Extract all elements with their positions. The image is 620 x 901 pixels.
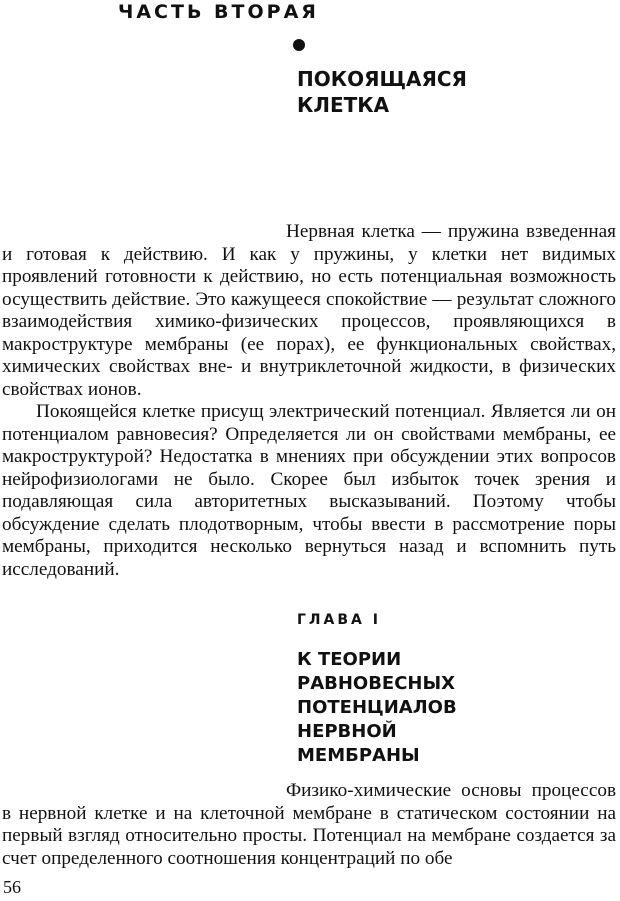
chapter-label: ГЛАВА I [297,612,381,628]
part-title [297,66,467,118]
chapter-title-line: МЕМБРАНЫ [297,745,420,766]
part-title-line: КЛЕТКА [297,93,390,117]
chapter-paragraph: Физико-химические основы процессов в нервной клетке и на клеточной мембране в статическом состоянии на первый взгляд относительно просты. Потенциал на мембране создается за счет определенного соотношения концентраций по обе [2,780,616,869]
chapter-title-line: НЕРВНОЙ [297,721,397,742]
bullet-dot-icon [293,39,305,51]
part-label: ЧАСТЬ ВТОРАЯ [118,1,319,23]
part-title-line: ПОКОЯЩАЯСЯ [297,67,467,91]
intro-paragraph: Нервная клетка — пружина взведенная и готовая к действию. И как у пружины, у клетки нет видимых проявлений готовности к действию, но есть потенциальная возможность осуществить действие. Это кажущееся спокойствие — результат сложного взаимодействия химико-физических процессов, проявляющихся в макроструктуре мембраны (ее порах), ее функциональных свойствах, химических свойствах вне- и внутриклеточной жидкости, в физических свойствах ионов. [2,221,616,400]
chapter-title [297,648,457,768]
intro-paragraph: Покоящейся клетке присущ электрический потенциал. Является ли он потенциалом равновесия? Определяется ли он свойствами мембраны, ее макроструктурой? Недостатка в мнениях при обсуждении этих вопросов нейрофизиологами не было. Скорее был избыток точек зрения и подавляющая сила авторитетных высказываний. Поэтому чтобы обсуждение сделать плодотворным, чтобы ввести в рассмотрение поры мембраны, приходится несколько вернуться назад и вспомнить путь исследований. [2,401,616,580]
chapter-title-line: РАВНОВЕСНЫХ [297,673,456,694]
chapter-text [2,780,616,870]
chapter-title-line: ПОТЕНЦИАЛОВ [297,697,457,718]
page-number: 56 [3,877,21,897]
intro-text [2,221,616,581]
chapter-title-line: К ТЕОРИИ [297,649,402,670]
